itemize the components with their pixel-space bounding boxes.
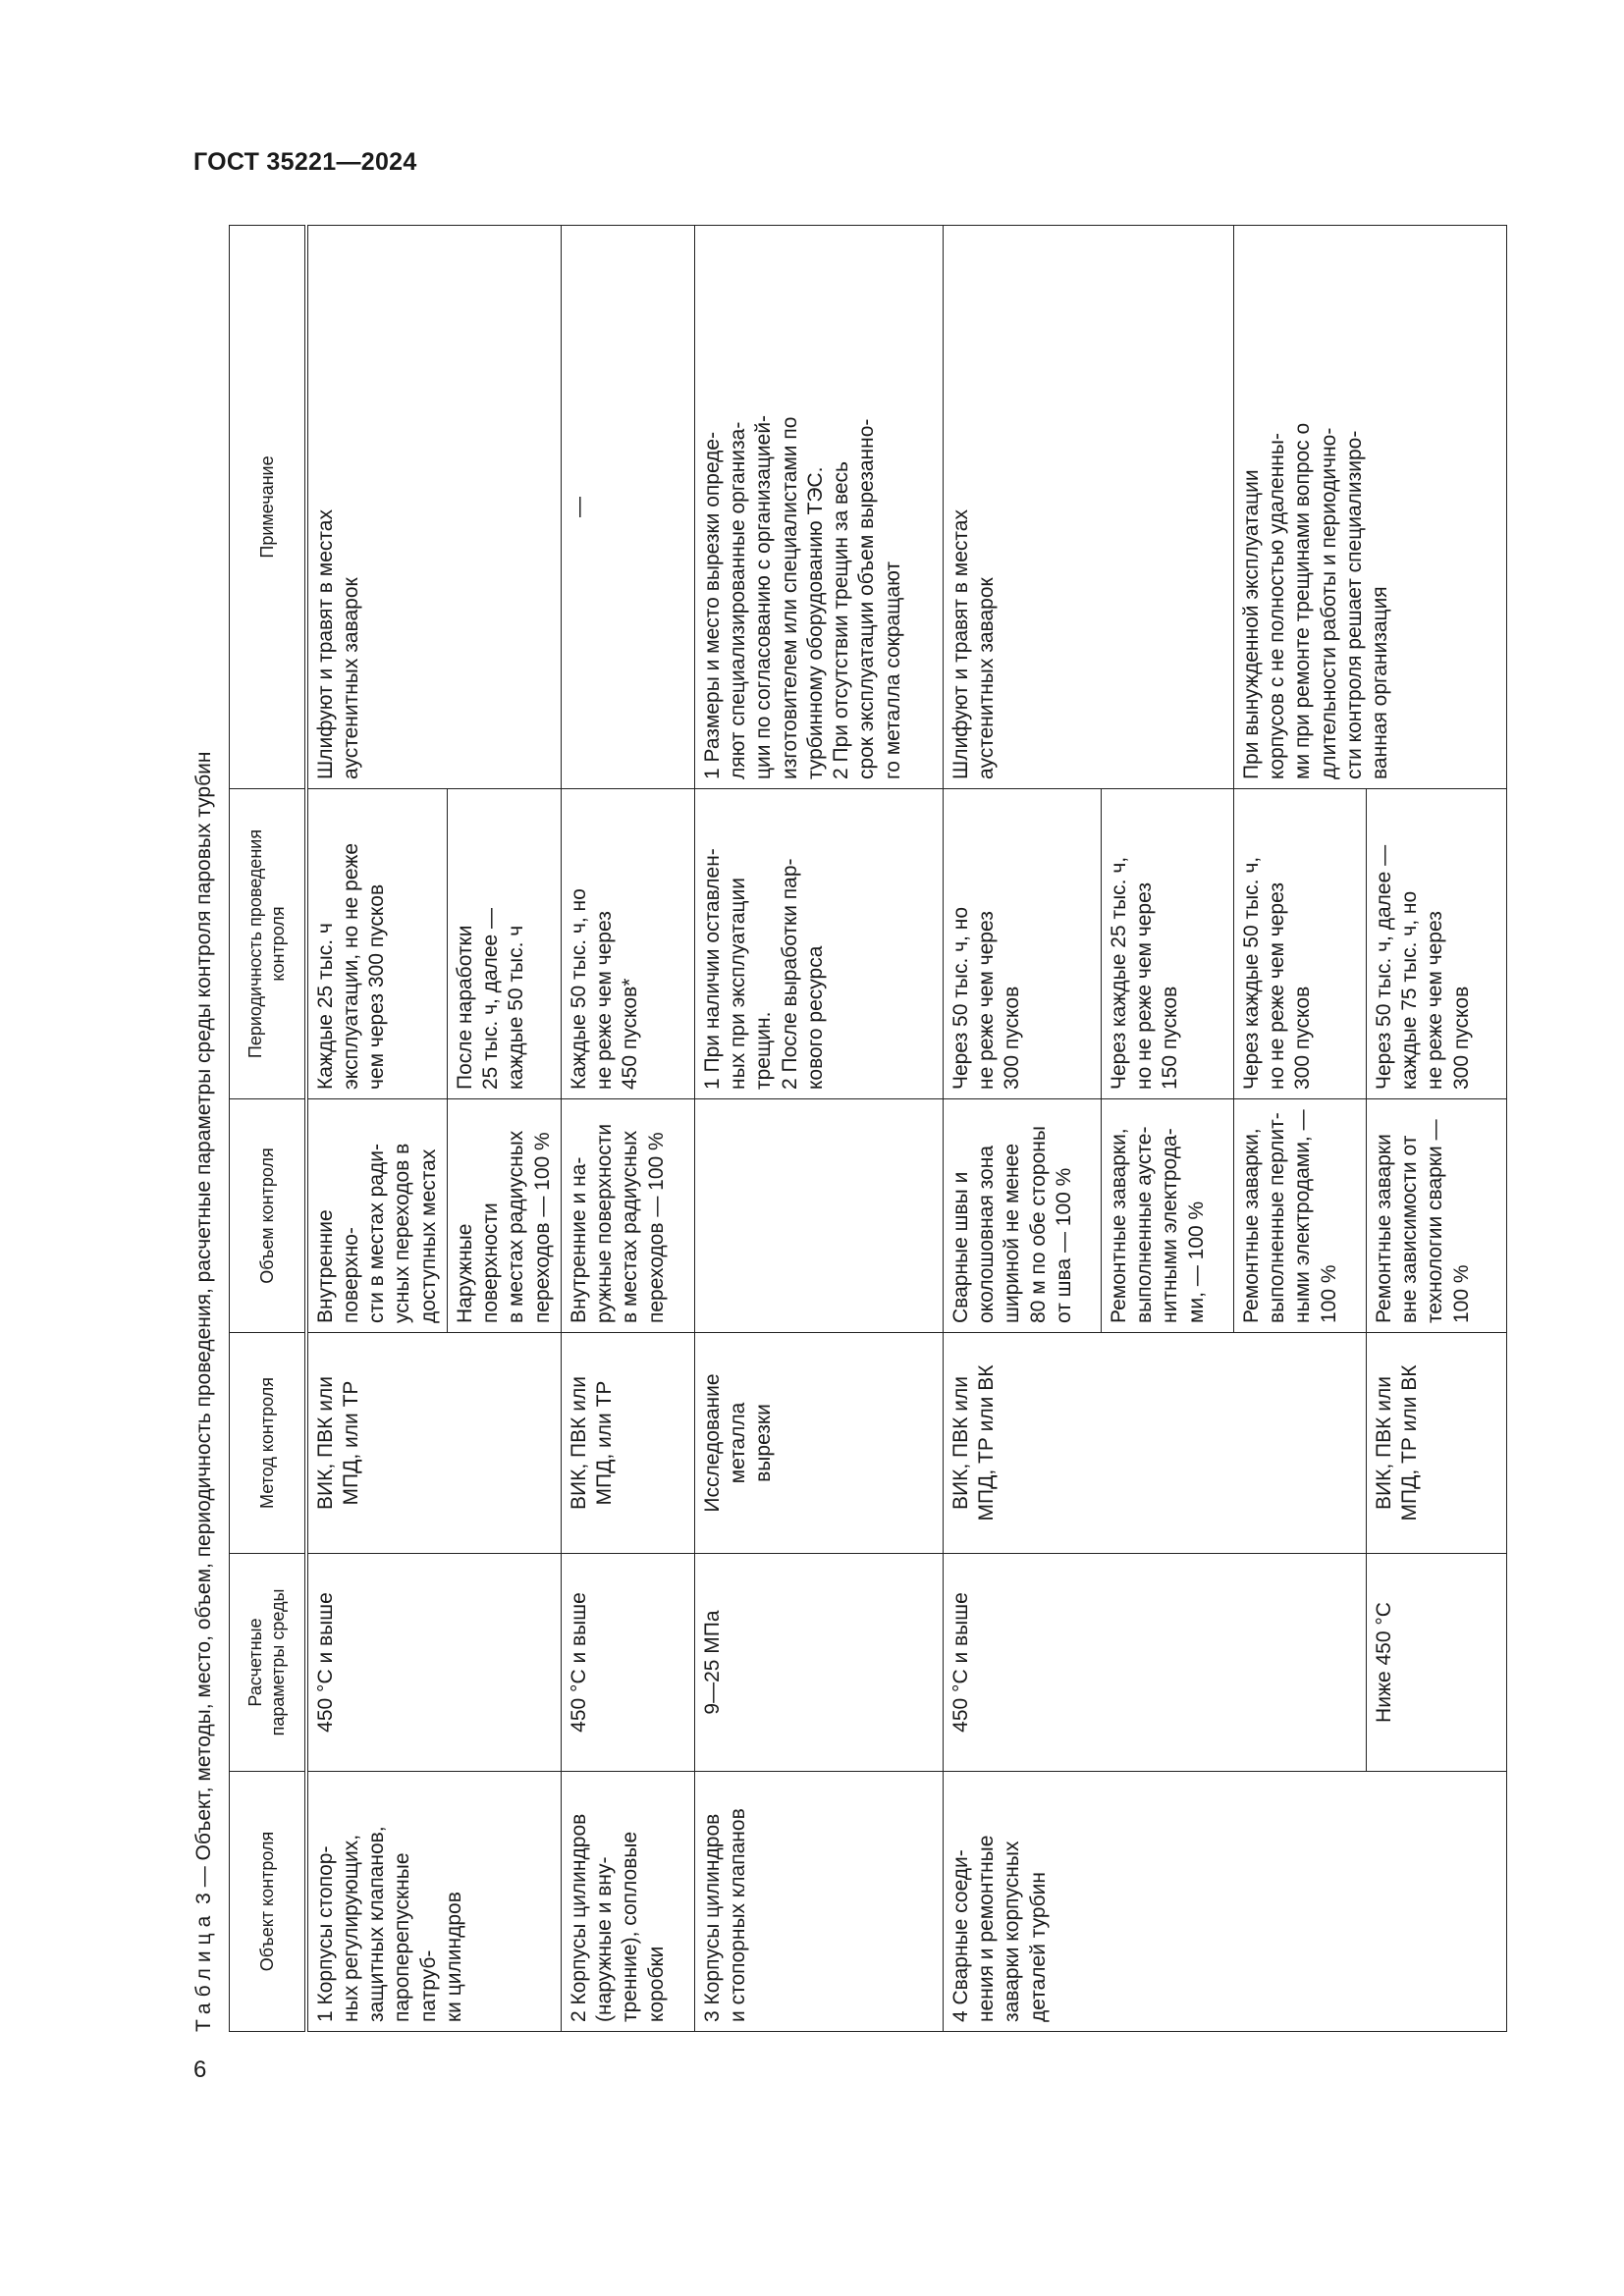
header-periodicity: Периодичность проведения контроля xyxy=(230,789,306,1099)
cell-periodicity: Каждые 25 тыс. ч эксплуатации, но не реже чем через 300 пусков xyxy=(306,789,448,1099)
table-caption xyxy=(185,309,224,2032)
cell-periodicity: Каждые 50 тыс. ч, но не реже чем через 450 пусков* xyxy=(561,789,694,1099)
cell-periodicity: Через 50 тыс. ч, но не реже чем через 300 пусков xyxy=(943,789,1101,1099)
table-row xyxy=(306,226,448,2032)
cell-method: ВИК, ПВК или МПД, ТР или ВК xyxy=(1366,1333,1506,1554)
header-object: Объект контроля xyxy=(230,1772,306,2032)
table-row xyxy=(943,226,1101,2032)
table-row xyxy=(561,226,694,2032)
document-header: ГОСТ 35221—2024 xyxy=(193,148,417,176)
cell-volume: Наружные поверхности в местах радиусных переходов — 100 % xyxy=(447,1099,561,1333)
cell-parameters: 9—25 МПа xyxy=(694,1554,943,1772)
table-caption-label: Таблица xyxy=(192,1909,215,2032)
header-volume: Объем контроля xyxy=(230,1099,306,1333)
rotated-table-container xyxy=(229,226,1481,2032)
page-number: 6 xyxy=(193,2056,207,2083)
cell-object: 3 Корпусы цилиндров и стопорных клапанов xyxy=(694,1772,943,2032)
table-caption-text: 3 — Объект, методы, место, объем, периодичность проведения, расчетные параметры среды контроля паровых турбин xyxy=(192,751,215,1904)
cell-note: 1 Размеры и место вырезки опреде- ляют специализированные организа- ции по согласованию с организацией- изготовителем или специалистами по турбинному оборудованию ТЭС. 2 При отсутствии трещин за весь срок эксплуатации объем вырезанно- го металла сокращают xyxy=(694,226,943,789)
cell-method: ВИК, ПВК или МПД, или ТР xyxy=(306,1333,562,1554)
cell-object: 1 Корпусы стопор- ных регулирующих, защитных клапанов, пароперепускные патруб- ки цилиндров xyxy=(306,1772,562,2032)
cell-parameters: 450 °C и выше xyxy=(943,1554,1366,1772)
cell-object: 2 Корпусы цилиндров (наружные и вну- тренние), сопловые коробки xyxy=(561,1772,694,2032)
cell-note: При вынужденной эксплуатации корпусов с не полностью удаленны- ми при ремонте трещинами вопрос о длительности работы и периодично- сти контроля решает специализиро- ванная организация xyxy=(1233,226,1506,789)
cell-parameters: 450 °C и выше xyxy=(306,1554,562,1772)
cell-volume: Сварные швы и околошовная зона шириной не менее 80 м по обе стороны от шва — 100 % xyxy=(943,1099,1101,1333)
header-method: Метод контроля xyxy=(230,1333,306,1554)
cell-periodicity: Через каждые 50 тыс. ч, но не реже чем через 300 пусков xyxy=(1233,789,1366,1099)
cell-periodicity: 1 При наличии оставлен- ных при эксплуатации трещин. 2 После выработки пар- кового ресурса xyxy=(694,789,943,1099)
cell-method: Исследование металла вырезки xyxy=(694,1333,943,1554)
cell-note: Шлифуют и травят в местах аустенитных заварок xyxy=(306,226,562,789)
cell-note: Шлифуют и травят в местах аустенитных заварок xyxy=(943,226,1233,789)
cell-volume: Внутренние и на- ружные поверхности в местах радиусных переходов — 100 % xyxy=(561,1099,694,1333)
cell-volume xyxy=(694,1099,943,1333)
cell-method: ВИК, ПВК или МПД, ТР или ВК xyxy=(943,1333,1366,1554)
cell-volume: Ремонтные заварки, выполненные аусте- нитными электрода- ми, — 100 % xyxy=(1101,1099,1233,1333)
table-header-row xyxy=(230,226,306,2032)
cell-periodicity: После наработки 25 тыс. ч, далее — каждые 50 тыс. ч xyxy=(447,789,561,1099)
cell-periodicity: Через каждые 25 тыс. ч, но не реже чем через 150 пусков xyxy=(1101,789,1233,1099)
cell-volume: Ремонтные заварки вне зависимости от технологии сварки — 100 % xyxy=(1366,1099,1506,1333)
cell-parameters: 450 °C и выше xyxy=(561,1554,694,1772)
cell-periodicity: Через 50 тыс. ч, далее — каждые 75 тыс. ч, но не реже чем через 300 пусков xyxy=(1366,789,1506,1099)
cell-volume: Внутренние поверхно- сти в местах ради- усных переходов в доступных местах xyxy=(306,1099,448,1333)
header-note: Примечание xyxy=(230,226,306,789)
cell-parameters: Ниже 450 °C xyxy=(1366,1554,1506,1772)
cell-method: ВИК, ПВК или МПД, или ТР xyxy=(561,1333,694,1554)
header-parameters: Расчетные параметры среды xyxy=(230,1554,306,1772)
table-row xyxy=(694,226,943,2032)
cell-object: 4 Сварные соеди- нения и ремонтные заварки корпусных деталей турбин xyxy=(943,1772,1506,2032)
inspection-table xyxy=(229,225,1507,2032)
cell-note: — xyxy=(561,226,694,789)
cell-volume: Ремонтные заварки, выполненные перлит- ными электродами, — 100 % xyxy=(1233,1099,1366,1333)
